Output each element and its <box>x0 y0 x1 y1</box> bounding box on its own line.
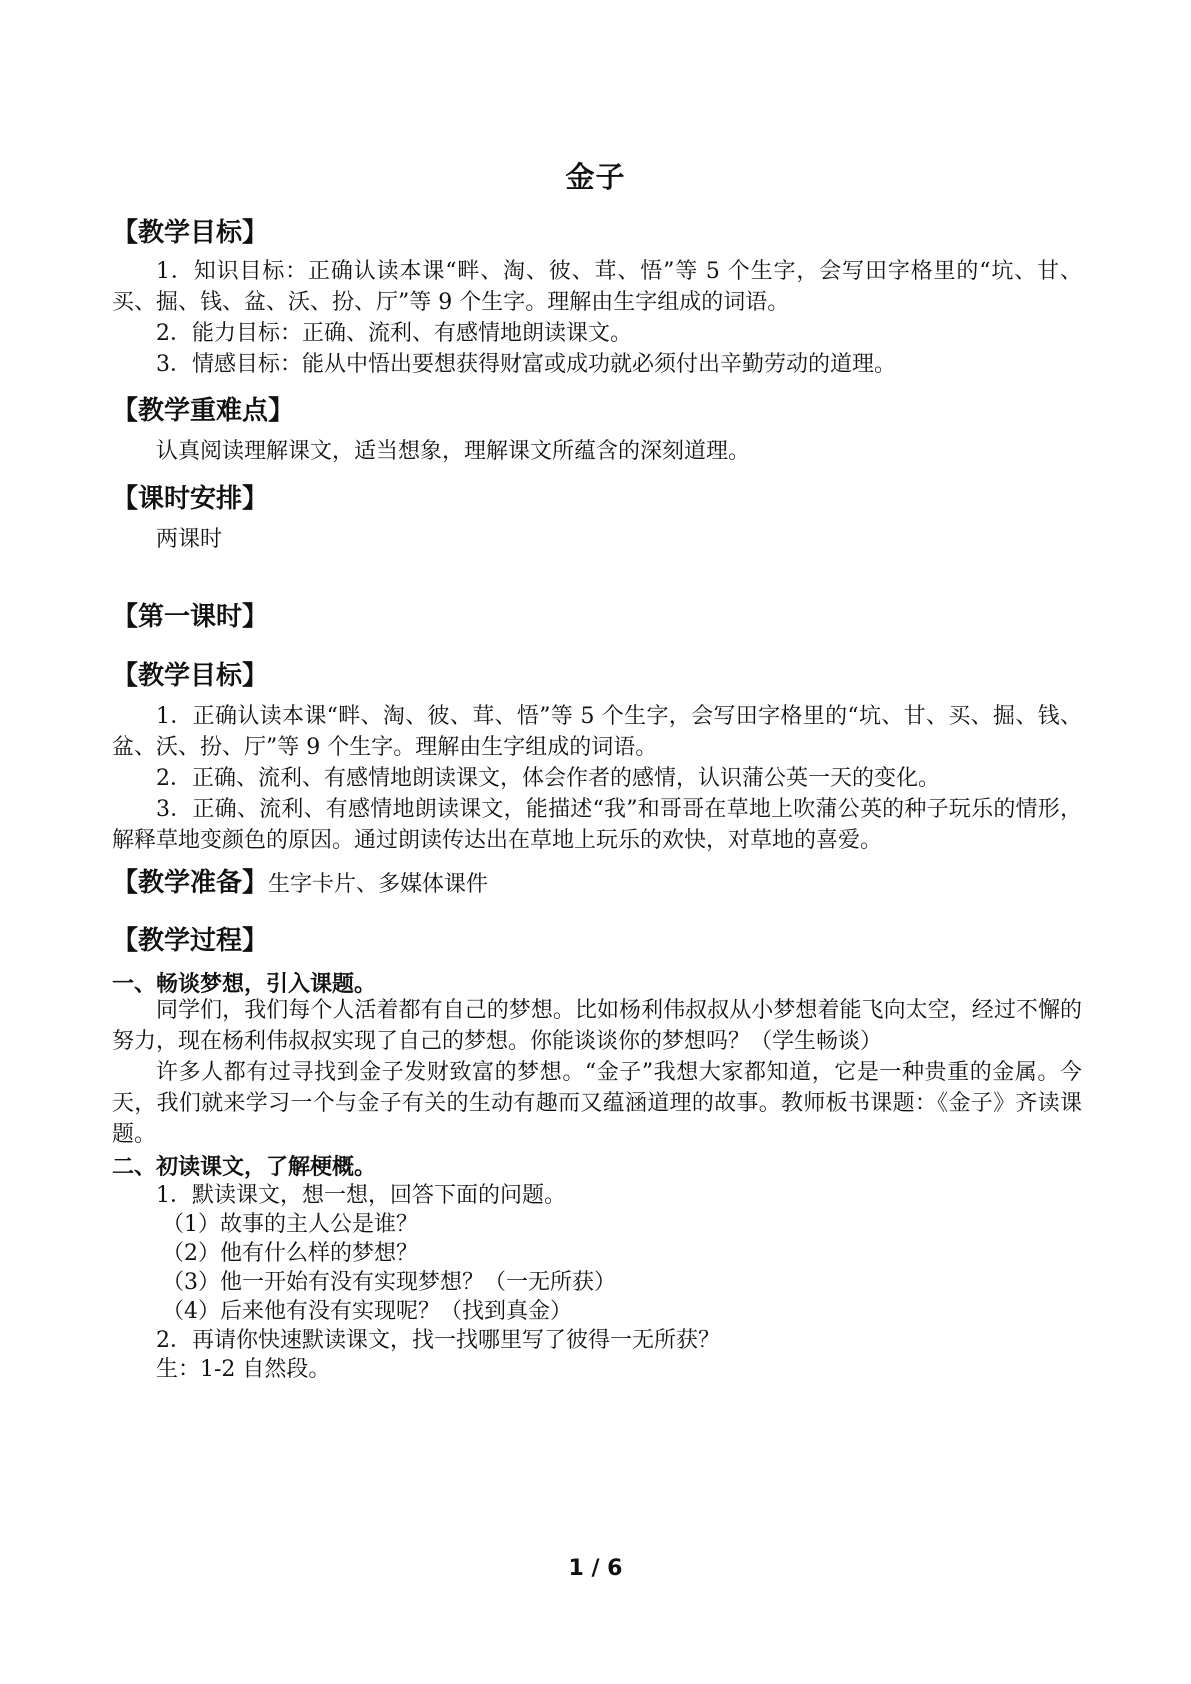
goal-item: 1．知识目标：正确认读本课“畔、淘、彼、茸、悟”等 5 个生字，会写田字格里的“坑、甘、买、掘、钱、盆、沃、扮、厅”等 9 个生字。理解由生字组成的词语。 <box>112 259 1082 315</box>
section-heading-schedule: 【课时安排】 <box>112 484 269 514</box>
page-number: 1 / 6 <box>568 1556 623 1581</box>
process-step-title: 二、初读课文，了解梗概。 <box>112 1155 377 1180</box>
schedule-text: 两课时 <box>156 527 223 552</box>
section-heading-key-points: 【教学重难点】 <box>112 396 295 426</box>
lesson-goal-item: 2．正确、流利、有感情地朗读课文，体会作者的感情，认识蒲公英一天的变化。 <box>156 766 940 791</box>
section-heading-preparation <box>112 862 488 899</box>
sub-question: （2）他有什么样的梦想？ <box>162 1241 418 1266</box>
lesson-goal-item: 1．正确认读本课“畔、淘、彼、茸、悟”等 5 个生字，会写田字格里的“坑、甘、买、掘、钱、盆、沃、扮、厅”等 9 个生字。理解由生字组成的词语。 <box>112 704 1082 760</box>
question-line: 2．再请你快速默读课文，找一找哪里写了彼得一无所获？ <box>156 1328 720 1353</box>
preparation-text: 生字卡片、多媒体课件 <box>268 872 489 897</box>
key-points-text: 认真阅读理解课文，适当想象，理解课文所蕴含的深刻道理。 <box>156 439 751 464</box>
goal-item: 3．情感目标：能从中悟出要想获得财富或成功就必须付出辛勤劳动的道理。 <box>156 352 896 377</box>
section-heading-lesson-goals: 【教学目标】 <box>112 661 269 691</box>
goal-item: 2．能力目标：正确、流利、有感情地朗读课文。 <box>156 321 632 346</box>
lesson-goal-item: 3．正确、流利、有感情地朗读课文，能描述“我”和哥哥在草地上吹蒲公英的种子玩乐的情形，解释草地变颜色的原因。通过朗读传达出在草地上玩乐的欢快，对草地的喜爱。 <box>112 797 1082 853</box>
process-step-title: 一、畅谈梦想，引入课题。 <box>112 972 377 997</box>
answer-line: 生：1-2 自然段。 <box>156 1357 331 1382</box>
section-heading-goals: 【教学目标】 <box>112 218 269 248</box>
section-heading-process: 【教学过程】 <box>112 926 269 956</box>
question-line: 1．默读课文，想一想，回答下面的问题。 <box>156 1183 566 1208</box>
document-title: 金子 <box>565 160 626 194</box>
sub-question: （3）他一开始有没有实现梦想？（一无所获） <box>162 1270 616 1295</box>
sub-question: （4）后来他有没有实现呢？（找到真金） <box>162 1299 572 1324</box>
preparation-label: 【教学准备】 <box>112 868 269 898</box>
process-paragraph: 同学们，我们每个人活着都有自己的梦想。比如杨利伟叔叔从小梦想着能飞向太空，经过不懈的努力，现在杨利伟叔叔实现了自己的梦想。你能谈谈你的梦想吗？（学生畅谈） <box>112 998 1082 1054</box>
sub-question: （1）故事的主人公是谁？ <box>162 1212 418 1237</box>
process-paragraph: 许多人都有过寻找到金子发财致富的梦想。“金子”我想大家都知道，它是一种贵重的金属。今天，我们就来学习一个与金子有关的生动有趣而又蕴涵道理的故事。教师板书课题：《金子》齐读课题。 <box>112 1060 1082 1147</box>
lesson-heading: 【第一课时】 <box>112 602 269 632</box>
